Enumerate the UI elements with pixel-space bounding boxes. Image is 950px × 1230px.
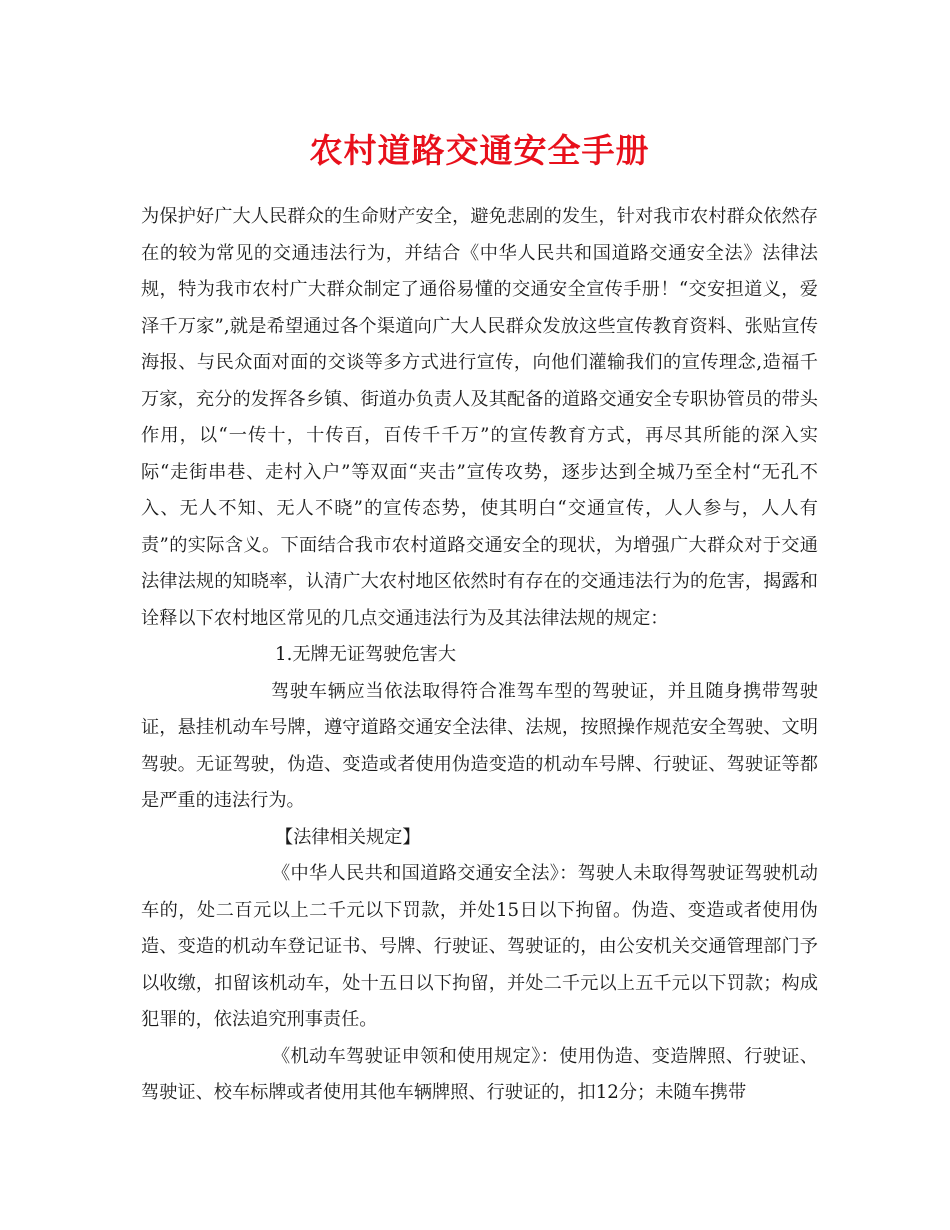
legal-provisions-heading: 【法律相关规定】 bbox=[275, 826, 421, 848]
law-paragraph-traffic-safety-law: 《中华人民共和国道路交通安全法》：驾驶人未取得驾驶证驾驶机动车的，处二百元以上二千元以下罚款，并处15日以下拘留。伪造、变造或者使用伪造、变造的机动车登记证书、号牌、行驶证、驾驶证的，由公安机关交通管理部门予以收缴，扣留该机动车，处十五日以下拘留，并处二千元以上五千元以下罚款；构成犯罪的，依法追究刑事责任。 bbox=[141, 863, 818, 1030]
section-body-paragraph: 驾驶车辆应当依法取得符合准驾车型的驾驶证，并且随身携带驾驶证，悬挂机动车号牌，遵守道路交通安全法律、法规，按照操作规范安全驾驶、文明驾驶。无证驾驶，伪造、变造或者使用伪造变造的机动车号牌、行驶证、驾驶证等都是严重的违法行为。 bbox=[141, 680, 818, 811]
document-body bbox=[141, 199, 818, 1112]
intro-paragraph: 为保护好广大人民群众的生命财产安全，避免悲剧的发生，针对我市农村群众依然存在的较为常见的交通违法行为，并结合《中华人民共和国道路交通安全法》法律法规，特为我市农村广大群众制定了通俗易懂的交通安全宣传手册！“交安担道义，爱泽千万家”,就是希望通过各个渠道向广大人民群众发放这些宣传教育资料、张贴宣传海报、与民众面对面的交谈等多方式进行宣传，向他们灌输我们的宣传理念,造福千万家，充分的发挥各乡镇、街道办负责人及其配备的道路交通安全专职协管员的带头作用，以“一传十，十传百，百传千千万”的宣传教育方式，再尽其所能的深入实际“走街串巷、走村入户”等双面“夹击”宣传攻势，逐步达到全城乃至全村“无孔不入、无人不知、无人不晓”的宣传态势，使其明白“交通宣传，人人参与，人人有责”的实际含义。下面结合我市农村道路交通安全的现状，为增强广大群众对于交通法律法规的知晓率，认清广大农村地区依然时有存在的交通违法行为的危害，揭露和诠释以下农村地区常见的几点交通违法行为及其法律法规的规定： bbox=[141, 206, 818, 629]
document-title: 农村道路交通安全手册 bbox=[309, 131, 650, 170]
law-paragraph-license-regulations: 《机动车驾驶证申领和使用规定》：使用伪造、变造牌照、行驶证、驾驶证、校车标牌或者使用其他车辆牌照、行驶证的，扣12分；未随车携带 bbox=[141, 1045, 818, 1103]
section-heading: 1.无牌无证驾驶危害大 bbox=[275, 644, 457, 665]
document-page bbox=[141, 118, 818, 1112]
